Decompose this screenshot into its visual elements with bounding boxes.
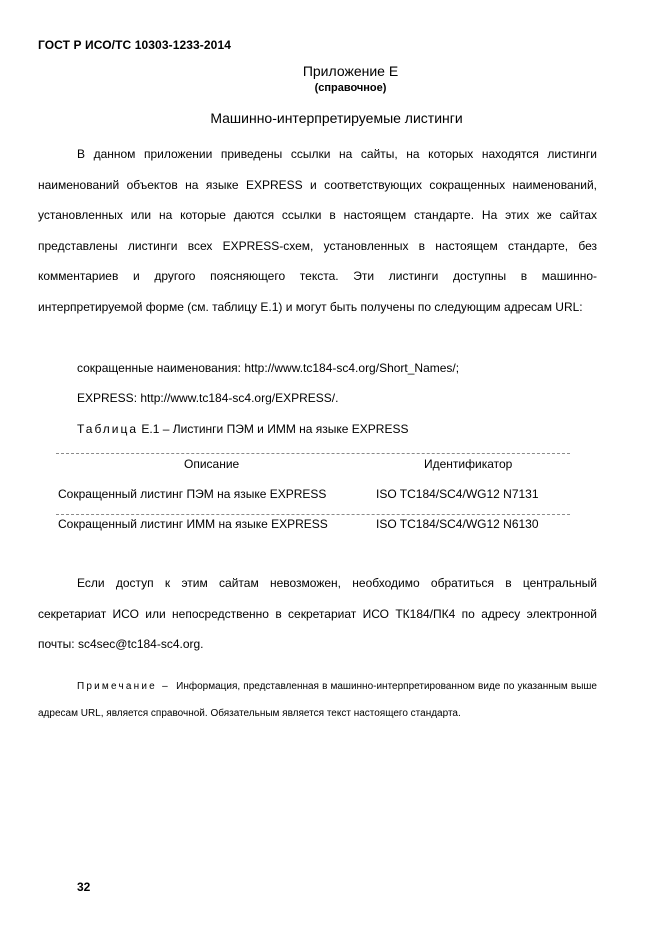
note-text: Информация, представленная в машинно-интерпретированном виде по указанным выше адресам URL, является справочной. Обязательным является текст настоящего стандарта. — [38, 681, 597, 719]
note-label: Примечание – — [77, 681, 170, 692]
table-cell-description: Сокращенный листинг ИММ на языке EXPRESS — [58, 517, 328, 531]
document-header: ГОСТ Р ИСО/ТС 10303-1233-2014 — [38, 38, 231, 52]
table-top-rule — [56, 453, 570, 454]
table-cell-description: Сокращенный листинг ПЭМ на языке EXPRESS — [58, 487, 327, 501]
table-header-description: Описание — [184, 457, 240, 471]
appendix-title: Приложение Е — [302, 63, 399, 79]
url-short-names: сокращенные наименования: http://www.tc184-sc4.org/Short_Names/; — [77, 361, 460, 375]
table-caption-label: Таблица — [77, 422, 139, 436]
table-cell-identifier: ISO TC184/SC4/WG12 N6130 — [376, 517, 539, 531]
url-express: EXPRESS: http://www.tc184-sc4.org/EXPRESS/. — [77, 391, 339, 405]
page-number: 32 — [77, 880, 91, 894]
note — [38, 674, 597, 727]
table-row-rule — [56, 514, 570, 515]
intro-paragraph: В данном приложении приведены ссылки на сайты, на которых находятся листинги наименований объектов на языке EXPRESS и соответствующих сокращенных наименований, установленных или на которые даются ссылки в настоящем стандарте. На этих же сайтах представлены листинги всех EXPRESS-схем, установленных в настоящем стандарте, без комментариев и другого поясняющего текста. Эти листинги доступны в машинно-интерпретируемой форме (см. таблицу Е.1) и могут быть получены по следующим адресам URL: — [38, 147, 597, 314]
table-cell-identifier: ISO TC184/SC4/WG12 N7131 — [376, 487, 539, 501]
table-caption-text: Е.1 – Листинги ПЭМ и ИММ на языке EXPRESS — [141, 422, 409, 436]
appendix-subtitle: (справочное) — [314, 82, 387, 94]
table-caption — [77, 422, 409, 436]
table-header-identifier: Идентификатор — [424, 457, 513, 471]
section-title: Машинно-интерпретируемые листинги — [210, 110, 463, 126]
contact-paragraph: Если доступ к этим сайтам невозможен, необходимо обратиться в центральный секретариат ИСО или непосредственно в секретариат ИСО ТК184/ПК4 по адресу электронной почты: sc4sec@tc184-sc4.org. — [38, 576, 597, 651]
